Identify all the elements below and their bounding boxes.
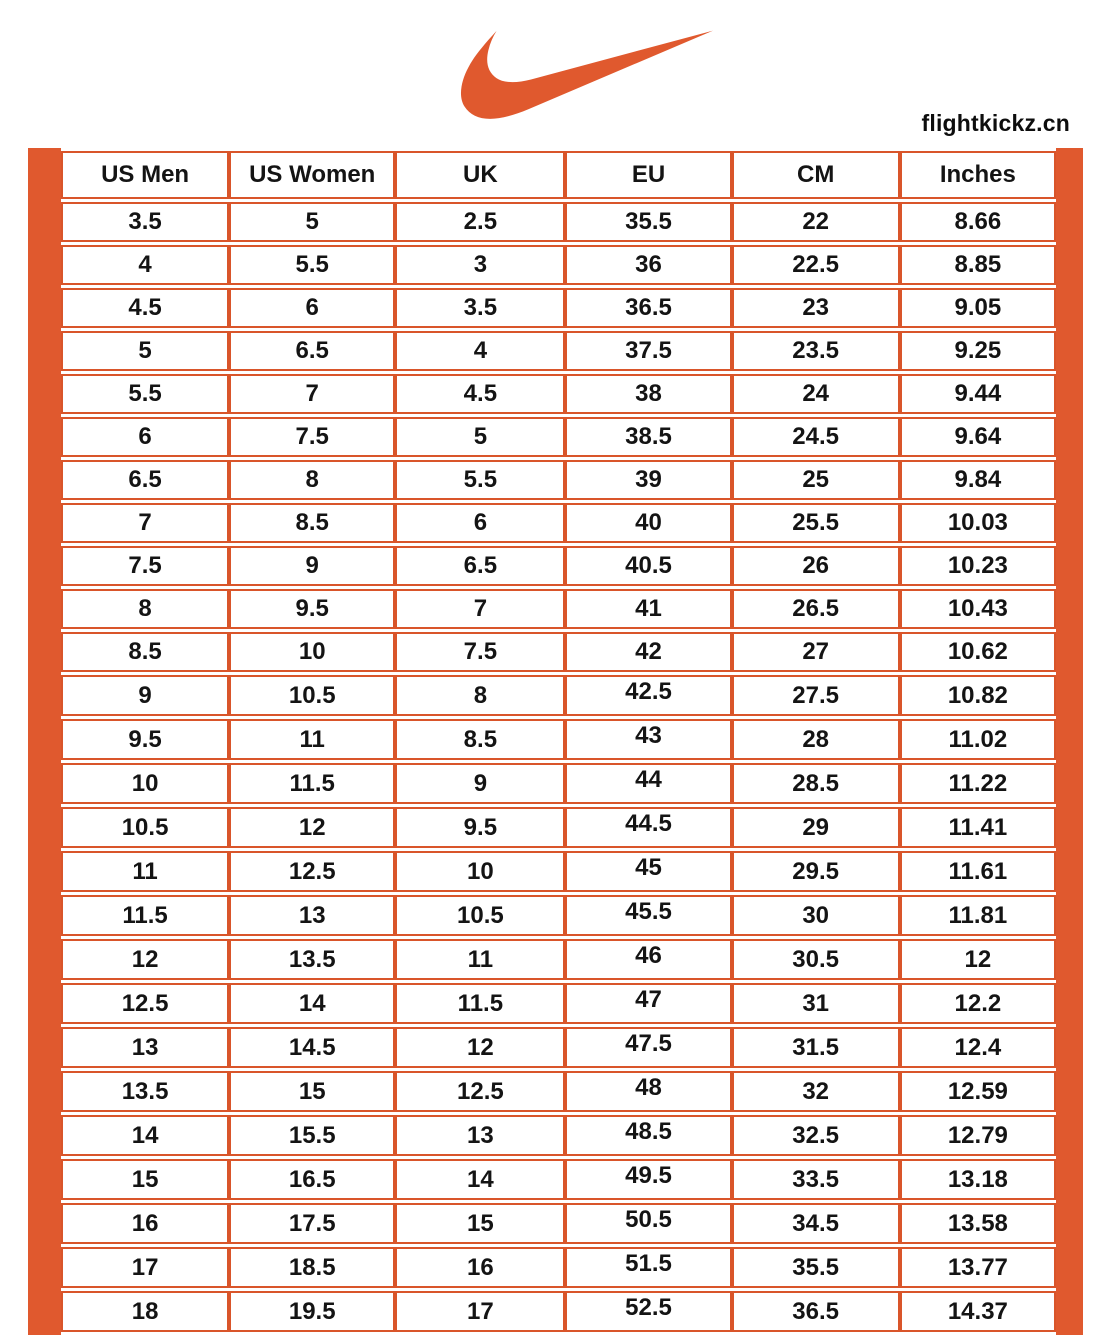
size-cell: 13.58 bbox=[900, 1203, 1056, 1244]
size-cell: 9.84 bbox=[900, 460, 1056, 500]
size-cell: 8.5 bbox=[61, 632, 229, 672]
size-cell: 40 bbox=[565, 503, 731, 543]
size-cell: 17 bbox=[61, 1247, 229, 1288]
size-cell: 28.5 bbox=[732, 763, 900, 804]
size-cell: 31.5 bbox=[732, 1027, 900, 1068]
size-cell: 12.2 bbox=[900, 983, 1056, 1024]
table-row bbox=[61, 1159, 1056, 1200]
watermark-text: flightkickz.cn bbox=[921, 110, 1070, 136]
size-cell: 10 bbox=[395, 851, 565, 892]
size-cell: 14 bbox=[395, 1159, 565, 1200]
size-cell: 38.5 bbox=[565, 417, 731, 457]
size-table-body bbox=[61, 202, 1056, 1332]
size-cell: 17 bbox=[395, 1291, 565, 1332]
size-cell: 26 bbox=[732, 546, 900, 586]
size-cell: 3.5 bbox=[61, 202, 229, 242]
size-cell: 9.5 bbox=[61, 719, 229, 760]
size-cell: 25 bbox=[732, 460, 900, 500]
size-cell: 10.5 bbox=[61, 807, 229, 848]
size-cell: 3 bbox=[395, 245, 565, 285]
size-cell: 16 bbox=[395, 1247, 565, 1288]
size-cell: 8.85 bbox=[900, 245, 1056, 285]
size-cell: 9.05 bbox=[900, 288, 1056, 328]
size-cell: 32 bbox=[732, 1071, 900, 1112]
size-cell: 7.5 bbox=[229, 417, 395, 457]
size-cell: 5.5 bbox=[61, 374, 229, 414]
size-chart-container bbox=[28, 148, 1083, 1335]
size-cell: 51.5 bbox=[565, 1247, 731, 1288]
size-cell: 27.5 bbox=[732, 675, 900, 716]
size-cell: 9 bbox=[229, 546, 395, 586]
size-cell: 38 bbox=[565, 374, 731, 414]
table-row bbox=[61, 1291, 1056, 1332]
size-cell: 12 bbox=[900, 939, 1056, 980]
table-row bbox=[61, 245, 1056, 285]
size-cell: 48 bbox=[565, 1071, 731, 1112]
size-cell: 33.5 bbox=[732, 1159, 900, 1200]
size-cell: 9.44 bbox=[900, 374, 1056, 414]
size-cell: 11 bbox=[229, 719, 395, 760]
size-cell: 7 bbox=[395, 589, 565, 629]
table-row bbox=[61, 1027, 1056, 1068]
column-header: UK bbox=[395, 151, 565, 199]
size-cell: 34.5 bbox=[732, 1203, 900, 1244]
size-cell: 11.5 bbox=[229, 763, 395, 804]
size-cell: 10 bbox=[61, 763, 229, 804]
size-cell: 3.5 bbox=[395, 288, 565, 328]
size-cell: 11.61 bbox=[900, 851, 1056, 892]
size-cell: 13 bbox=[395, 1115, 565, 1156]
size-cell: 10.43 bbox=[900, 589, 1056, 629]
size-cell: 12.59 bbox=[900, 1071, 1056, 1112]
table-row bbox=[61, 331, 1056, 371]
size-cell: 18 bbox=[61, 1291, 229, 1332]
size-cell: 29.5 bbox=[732, 851, 900, 892]
size-cell: 12.4 bbox=[900, 1027, 1056, 1068]
size-cell: 11.5 bbox=[61, 895, 229, 936]
size-cell: 7.5 bbox=[61, 546, 229, 586]
size-cell: 50.5 bbox=[565, 1203, 731, 1244]
size-cell: 35.5 bbox=[565, 202, 731, 242]
size-cell: 37.5 bbox=[565, 331, 731, 371]
table-row bbox=[61, 1203, 1056, 1244]
size-cell: 19.5 bbox=[229, 1291, 395, 1332]
table-row bbox=[61, 589, 1056, 629]
size-cell: 9 bbox=[395, 763, 565, 804]
column-header: CM bbox=[732, 151, 900, 199]
size-cell: 13.5 bbox=[229, 939, 395, 980]
size-cell: 22.5 bbox=[732, 245, 900, 285]
size-cell: 2.5 bbox=[395, 202, 565, 242]
size-cell: 24.5 bbox=[732, 417, 900, 457]
size-cell: 15 bbox=[395, 1203, 565, 1244]
size-cell: 4 bbox=[395, 331, 565, 371]
size-cell: 14 bbox=[229, 983, 395, 1024]
table-row bbox=[61, 895, 1056, 936]
size-cell: 32.5 bbox=[732, 1115, 900, 1156]
size-cell: 6.5 bbox=[61, 460, 229, 500]
header-row bbox=[61, 151, 1056, 199]
size-table-header bbox=[61, 151, 1056, 199]
table-row bbox=[61, 632, 1056, 672]
size-cell: 8 bbox=[229, 460, 395, 500]
size-cell: 43 bbox=[565, 719, 731, 760]
size-cell: 24 bbox=[732, 374, 900, 414]
size-cell: 11 bbox=[61, 851, 229, 892]
size-cell: 45.5 bbox=[565, 895, 731, 936]
size-table bbox=[61, 148, 1056, 1335]
table-row bbox=[61, 1071, 1056, 1112]
size-cell: 23 bbox=[732, 288, 900, 328]
table-row bbox=[61, 288, 1056, 328]
column-header: Inches bbox=[900, 151, 1056, 199]
table-row bbox=[61, 1247, 1056, 1288]
size-cell: 7 bbox=[61, 503, 229, 543]
table-row bbox=[61, 417, 1056, 457]
size-cell: 13.77 bbox=[900, 1247, 1056, 1288]
size-cell: 12 bbox=[61, 939, 229, 980]
size-cell: 9.25 bbox=[900, 331, 1056, 371]
size-cell: 40.5 bbox=[565, 546, 731, 586]
size-cell: 36.5 bbox=[732, 1291, 900, 1332]
size-cell: 29 bbox=[732, 807, 900, 848]
size-cell: 30.5 bbox=[732, 939, 900, 980]
table-row bbox=[61, 939, 1056, 980]
size-cell: 5 bbox=[395, 417, 565, 457]
size-cell: 12.5 bbox=[229, 851, 395, 892]
size-cell: 42 bbox=[565, 632, 731, 672]
size-cell: 16.5 bbox=[229, 1159, 395, 1200]
size-cell: 41 bbox=[565, 589, 731, 629]
size-cell: 9.64 bbox=[900, 417, 1056, 457]
size-cell: 31 bbox=[732, 983, 900, 1024]
size-cell: 5 bbox=[229, 202, 395, 242]
size-cell: 11.02 bbox=[900, 719, 1056, 760]
column-header: EU bbox=[565, 151, 731, 199]
size-cell: 49.5 bbox=[565, 1159, 731, 1200]
size-cell: 30 bbox=[732, 895, 900, 936]
size-cell: 45 bbox=[565, 851, 731, 892]
size-cell: 8 bbox=[395, 675, 565, 716]
size-cell: 8 bbox=[61, 589, 229, 629]
table-row bbox=[61, 460, 1056, 500]
nike-swoosh-icon bbox=[455, 28, 719, 122]
table-row bbox=[61, 807, 1056, 848]
size-cell: 18.5 bbox=[229, 1247, 395, 1288]
size-cell: 11.41 bbox=[900, 807, 1056, 848]
size-cell: 23.5 bbox=[732, 331, 900, 371]
size-cell: 5.5 bbox=[229, 245, 395, 285]
size-cell: 47 bbox=[565, 983, 731, 1024]
size-cell: 46 bbox=[565, 939, 731, 980]
size-cell: 15.5 bbox=[229, 1115, 395, 1156]
table-row bbox=[61, 202, 1056, 242]
size-cell: 16 bbox=[61, 1203, 229, 1244]
size-cell: 12 bbox=[395, 1027, 565, 1068]
size-cell: 48.5 bbox=[565, 1115, 731, 1156]
table-row bbox=[61, 503, 1056, 543]
size-cell: 7.5 bbox=[395, 632, 565, 672]
size-cell: 26.5 bbox=[732, 589, 900, 629]
size-cell: 35.5 bbox=[732, 1247, 900, 1288]
size-cell: 4.5 bbox=[61, 288, 229, 328]
size-cell: 15 bbox=[229, 1071, 395, 1112]
size-cell: 10.62 bbox=[900, 632, 1056, 672]
table-row bbox=[61, 374, 1056, 414]
size-cell: 12.5 bbox=[395, 1071, 565, 1112]
size-cell: 5 bbox=[61, 331, 229, 371]
size-cell: 11.22 bbox=[900, 763, 1056, 804]
size-cell: 9.5 bbox=[229, 589, 395, 629]
size-cell: 4.5 bbox=[395, 374, 565, 414]
size-cell: 4 bbox=[61, 245, 229, 285]
size-cell: 36 bbox=[565, 245, 731, 285]
table-row bbox=[61, 851, 1056, 892]
size-cell: 22 bbox=[732, 202, 900, 242]
table-row bbox=[61, 983, 1056, 1024]
size-cell: 13 bbox=[61, 1027, 229, 1068]
size-cell: 44.5 bbox=[565, 807, 731, 848]
size-cell: 36.5 bbox=[565, 288, 731, 328]
size-cell: 42.5 bbox=[565, 675, 731, 716]
size-cell: 10.03 bbox=[900, 503, 1056, 543]
column-header: US Women bbox=[229, 151, 395, 199]
size-cell: 11.81 bbox=[900, 895, 1056, 936]
size-cell: 11.5 bbox=[395, 983, 565, 1024]
size-cell: 5.5 bbox=[395, 460, 565, 500]
table-row bbox=[61, 546, 1056, 586]
size-cell: 10.23 bbox=[900, 546, 1056, 586]
size-cell: 13.5 bbox=[61, 1071, 229, 1112]
size-cell: 7 bbox=[229, 374, 395, 414]
size-cell: 14 bbox=[61, 1115, 229, 1156]
table-row bbox=[61, 719, 1056, 760]
size-cell: 9 bbox=[61, 675, 229, 716]
size-cell: 8.5 bbox=[229, 503, 395, 543]
table-row bbox=[61, 675, 1056, 716]
size-cell: 11 bbox=[395, 939, 565, 980]
size-cell: 6.5 bbox=[395, 546, 565, 586]
size-cell: 6 bbox=[229, 288, 395, 328]
size-cell: 9.5 bbox=[395, 807, 565, 848]
size-cell: 44 bbox=[565, 763, 731, 804]
size-cell: 10.82 bbox=[900, 675, 1056, 716]
size-cell: 12.5 bbox=[61, 983, 229, 1024]
size-cell: 14.5 bbox=[229, 1027, 395, 1068]
size-cell: 10.5 bbox=[395, 895, 565, 936]
size-cell: 27 bbox=[732, 632, 900, 672]
column-header: US Men bbox=[61, 151, 229, 199]
size-cell: 12.79 bbox=[900, 1115, 1056, 1156]
size-cell: 13 bbox=[229, 895, 395, 936]
size-cell: 28 bbox=[732, 719, 900, 760]
size-cell: 12 bbox=[229, 807, 395, 848]
size-cell: 10.5 bbox=[229, 675, 395, 716]
size-cell: 39 bbox=[565, 460, 731, 500]
size-cell: 8.66 bbox=[900, 202, 1056, 242]
size-cell: 52.5 bbox=[565, 1291, 731, 1332]
table-row bbox=[61, 1115, 1056, 1156]
size-cell: 15 bbox=[61, 1159, 229, 1200]
size-cell: 25.5 bbox=[732, 503, 900, 543]
size-cell: 13.18 bbox=[900, 1159, 1056, 1200]
size-cell: 6.5 bbox=[229, 331, 395, 371]
size-cell: 14.37 bbox=[900, 1291, 1056, 1332]
size-cell: 8.5 bbox=[395, 719, 565, 760]
size-cell: 10 bbox=[229, 632, 395, 672]
table-row bbox=[61, 763, 1056, 804]
size-cell: 47.5 bbox=[565, 1027, 731, 1068]
size-cell: 17.5 bbox=[229, 1203, 395, 1244]
size-cell: 6 bbox=[395, 503, 565, 543]
size-cell: 6 bbox=[61, 417, 229, 457]
